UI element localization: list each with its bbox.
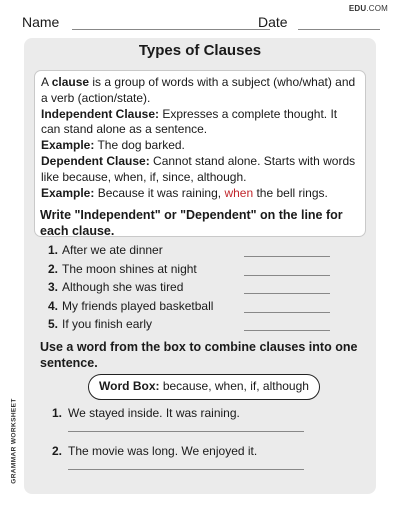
site-logo — [349, 4, 388, 13]
clause-definition — [41, 75, 359, 107]
example-1 — [41, 138, 359, 154]
word-box — [88, 374, 320, 400]
date-label: Date — [258, 14, 288, 30]
question-row — [48, 280, 338, 299]
question-text: The moon shines at night — [62, 261, 197, 276]
side-label-text: GRAMMAR WORKSHEET — [10, 398, 18, 484]
question-text: After we ate dinner — [62, 243, 163, 257]
independent-def: Expresses a complete thought. It can stand alone as a sentence. — [41, 106, 338, 137]
question-row — [48, 243, 338, 262]
example1-term: Example: — [41, 138, 95, 153]
section1-instruction: Write "Independent" or "Dependent" on the line for each clause. — [40, 208, 343, 238]
combine-number: 2. — [52, 444, 63, 458]
combine-answer-line[interactable] — [68, 431, 304, 432]
question-number: 1. — [48, 243, 59, 257]
question-number: 3. — [48, 280, 59, 294]
logo-brand: EDU — [348, 4, 367, 13]
question-number: 4. — [48, 298, 59, 313]
answer-line[interactable] — [244, 312, 330, 313]
example2-before: Because it was raining, — [94, 185, 225, 200]
example-2 — [41, 186, 359, 202]
dependent-term: Dependent Clause: — [41, 153, 150, 168]
combine-text: The movie was long. We enjoyed it. — [68, 444, 258, 458]
example1-text: The dog barked. — [94, 138, 185, 153]
word-box-words: because, when, if, although — [159, 379, 309, 393]
question-text: My friends played basketball — [62, 298, 214, 313]
worksheet-card — [24, 38, 376, 494]
question-text: Although she was tired — [62, 280, 184, 294]
name-date-row — [22, 14, 380, 32]
question-text: If you finish early — [62, 317, 153, 331]
combine-text: We stayed inside. It was raining. — [68, 406, 240, 420]
question-number: 2. — [48, 261, 59, 276]
name-label: Name — [22, 14, 60, 30]
section2-instruction: Use a word from the box to combine clauses into one sentence. — [40, 340, 358, 370]
answer-line[interactable] — [244, 256, 330, 257]
answer-line[interactable] — [244, 330, 330, 331]
worksheet-title: Types of Clauses — [138, 42, 262, 59]
dependent-definition — [41, 154, 359, 186]
date-blank-line[interactable] — [298, 29, 380, 30]
clause-term: clause — [51, 75, 90, 89]
combine-answer-line[interactable] — [68, 469, 304, 470]
question-row — [48, 299, 338, 318]
worksheet-side-label — [7, 400, 21, 482]
example2-term: Example: — [41, 185, 95, 200]
clause-prefix: A — [41, 75, 52, 89]
word-box-label: Word Box: — [99, 379, 160, 393]
answer-line[interactable] — [244, 293, 330, 294]
example2-after: the bell rings. — [253, 185, 328, 200]
question-row — [48, 317, 338, 336]
combine-number: 1. — [52, 406, 63, 420]
logo-suffix: .COM — [366, 4, 388, 13]
dependent-def: Cannot stand alone. Starts with words like because, when, if, since, although. — [41, 153, 356, 184]
clause-def: is a group of words with a subject (who/what) and a verb (action/state). — [41, 75, 356, 105]
question-number: 5. — [48, 317, 59, 331]
example2-highlight: when — [224, 185, 254, 200]
question-row — [48, 262, 338, 281]
independent-term: Independent Clause: — [41, 106, 160, 121]
name-blank-line[interactable] — [72, 29, 270, 30]
clause-question-list — [48, 243, 338, 336]
independent-definition — [41, 107, 359, 139]
answer-line[interactable] — [244, 275, 330, 276]
